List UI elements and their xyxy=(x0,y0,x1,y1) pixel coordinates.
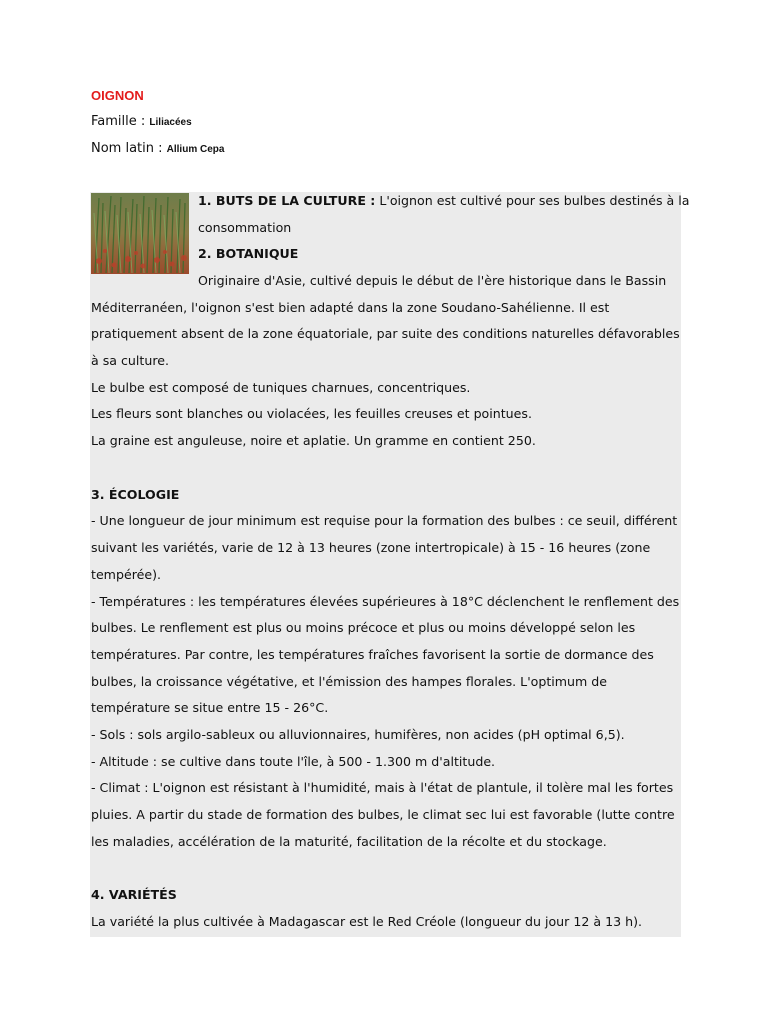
ecologie-line: tempérée). xyxy=(91,567,162,582)
ecologie-line: suivant les variétés, varie de 12 à 13 heures (zone intertropicale) à 15 - 16 heures (zone xyxy=(91,540,651,555)
buts-line-1 xyxy=(198,188,690,215)
famille-label: Famille : xyxy=(91,114,150,129)
ecologie-line: bulbes, la croissance végétative, et l'émission des hampes florales. L'optimum de xyxy=(91,674,608,689)
ecologie-line: - Températures : les températures élevées supérieures à 18°C déclenchent le renflement des xyxy=(91,594,680,609)
ecologie-line: - Climat : L'oignon est résistant à l'humidité, mais à l'état de plantule, il tolère mal les fortes xyxy=(91,780,674,795)
onion-field-image xyxy=(91,193,189,274)
ecologie-heading: 3. ÉCOLOGIE xyxy=(91,487,180,502)
nom-latin-label: Nom latin : xyxy=(91,141,167,156)
botanique-line: La graine est anguleuse, noire et aplatie. Un gramme en contient 250. xyxy=(91,433,536,448)
ecologie-line: pluies. A partir du stade de formation des bulbes, le climat sec lui est favorable (lutte contre xyxy=(91,807,675,822)
ecologie-line: bulbes. Le renflement est plus ou moins précoce et plus ou moins développé selon les xyxy=(91,620,636,635)
botanique-line: Les fleurs sont blanches ou violacées, les feuilles creuses et pointues. xyxy=(91,406,532,421)
botanique-line: pratiquement absent de la zone équatoriale, par suite des conditions naturelles défavorables xyxy=(91,326,680,341)
ecologie-line: température se situe entre 15 - 26°C. xyxy=(91,700,329,715)
famille-value: Liliacées xyxy=(149,117,192,128)
buts-heading: 1. BUTS DE LA CULTURE : xyxy=(198,193,376,208)
botanique-line: Méditerranéen, l'oignon s'est bien adapté dans la zone Soudano-Sahélienne. Il est xyxy=(91,300,610,315)
botanique-line: Le bulbe est composé de tuniques charnues, concentriques. xyxy=(91,380,471,395)
ecologie-line: températures. Par contre, les températures fraîches favorisent la sortie de dormance des xyxy=(91,647,654,662)
varietes-line: La variété la plus cultivée à Madagascar est le Red Créole (longueur du jour 12 à 13 h). xyxy=(91,914,643,929)
buts-line-2: consommation xyxy=(198,220,292,235)
famille-line xyxy=(91,114,192,129)
buts-text: L'oignon est cultivé pour ses bulbes destinés à la xyxy=(375,193,690,208)
ecologie-line: - Sols : sols argilo-sableux ou alluvionnaires, humifères, non acides (pH optimal 6,5). xyxy=(91,727,625,742)
page-title: OIGNON xyxy=(91,88,144,103)
ecologie-line: - Une longueur de jour minimum est requise pour la formation des bulbes : ce seuil, différent xyxy=(91,513,678,528)
ecologie-line: les maladies, accélération de la maturité, facilitation de la récolte et du stockage. xyxy=(91,834,607,849)
botanique-line: Originaire d'Asie, cultivé depuis le début de l'ère historique dans le Bassin xyxy=(198,273,667,288)
ecologie-line: - Altitude : se cultive dans toute l'île, à 500 - 1.300 m d'altitude. xyxy=(91,754,496,769)
botanique-line: à sa culture. xyxy=(91,353,169,368)
nom-latin-value: Allium Cepa xyxy=(166,144,225,155)
varietes-heading: 4. VARIÉTÉS xyxy=(91,887,177,902)
nom-latin-line xyxy=(91,141,224,156)
botanique-heading: 2. BOTANIQUE xyxy=(198,246,299,261)
